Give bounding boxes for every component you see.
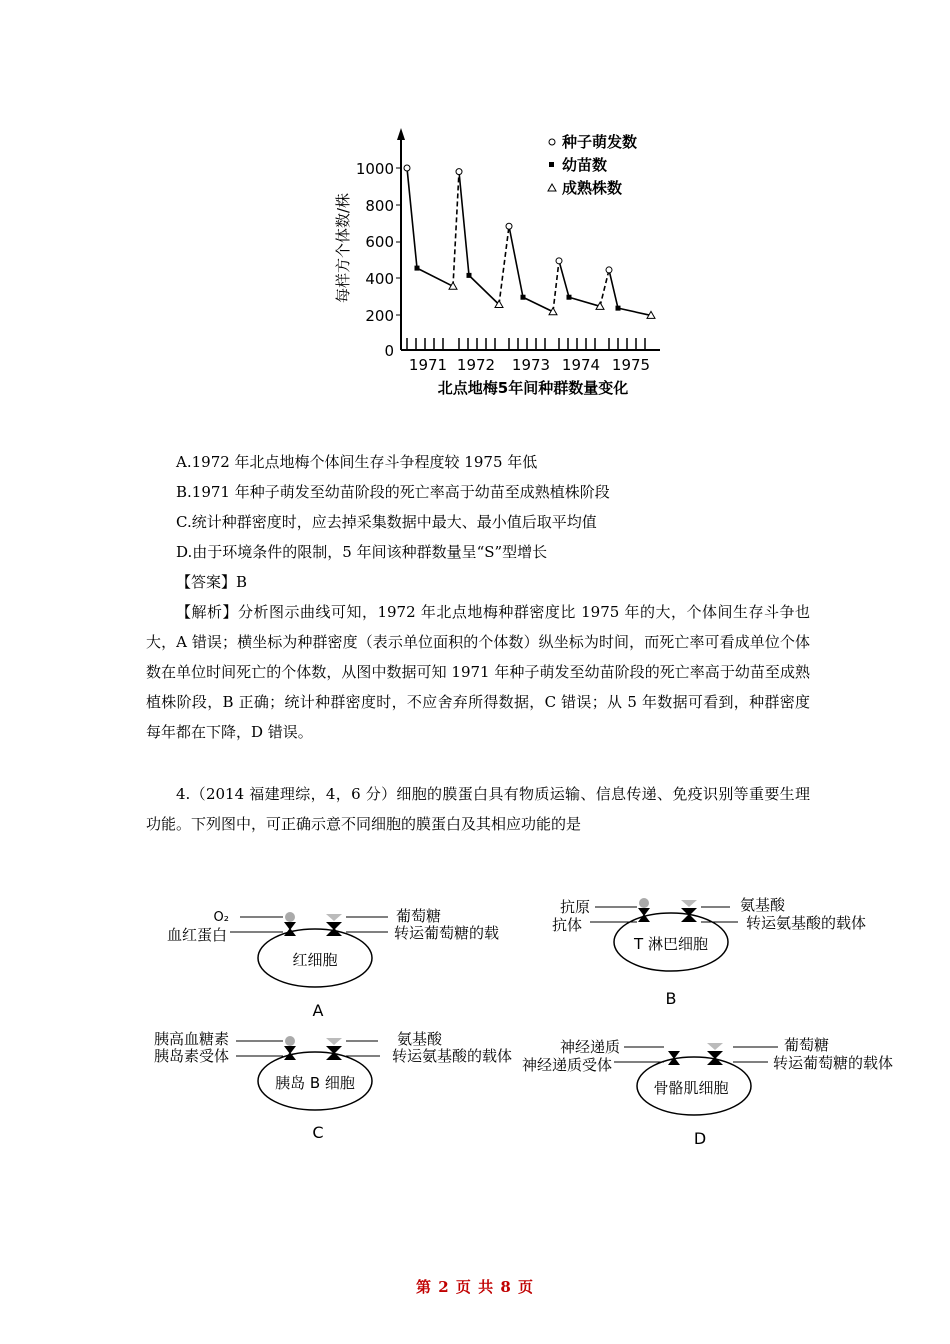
label-l1: 胰高血糖素 (153, 1030, 229, 1048)
option-c: C.统计种群密度时，应去掉采集数据中最大、最小值后取平均值 (176, 513, 597, 531)
diagram-c (154, 1030, 512, 1142)
analysis: 【解析】分析图示曲线可知，1972 年北点地梅种群密度比 1975 年的大，个体间生存斗争也大，A 错误；横坐标为种群密度（表示单位面积的个体数）纵坐标为时间，而死亡率可看成单位个体数在单位时间死亡的个体数，从图中数据可知 1971 年种子萌发至幼苗阶段的死亡率高于幼苗至成熟植株阶段，B 正确；统计种群密度时，不应舍弃所得数据，C 错误；从 5 年数据可看到，种群密度每年都在下降，D 错误。 (146, 603, 810, 741)
answer: 【答案】B (176, 573, 248, 591)
diagram-letter: B (665, 989, 677, 1008)
legend-item: 种子萌发数 (562, 133, 638, 151)
y-tick-label: 1000 (355, 160, 394, 178)
point-seedling (616, 306, 621, 311)
diagram-letter: C (312, 1123, 324, 1142)
membrane-protein-diagrams (0, 870, 950, 1170)
signal-ball-icon (639, 898, 649, 908)
point-seed-germination (456, 169, 462, 175)
option-b: B.1971 年种子萌发至幼苗阶段的死亡率高于幼苗至成熟植株阶段 (176, 483, 610, 501)
segment-mature-to-seed (600, 270, 609, 306)
point-seedling (567, 295, 572, 300)
segment-mature-to-seed (453, 172, 459, 287)
segment-mature-to-seed (499, 226, 509, 304)
segment-seedling-to-mature (469, 275, 499, 304)
label-r2: 转运葡萄糖的载体 (773, 1054, 894, 1072)
y-tick-label: 200 (365, 307, 394, 325)
label-r2: 转运葡萄糖的载 (394, 924, 500, 942)
signal-ball-icon (285, 1036, 295, 1046)
point-seed-germination (556, 258, 562, 264)
label-l2: 神经递质受体 (521, 1056, 612, 1074)
legend-item: 幼苗数 (562, 156, 608, 174)
point-seedling (415, 266, 420, 271)
legend-square-marker (549, 162, 554, 167)
x-tick-label: 1972 (456, 356, 496, 374)
y-tick-label: 800 (365, 197, 394, 215)
cell-name: 胰岛 B 细胞 (275, 1074, 355, 1092)
diagram-letter: A (312, 1001, 324, 1020)
segment-seed-to-seedling (559, 261, 569, 297)
cell-name: 骨骼肌细胞 (653, 1079, 729, 1097)
segment-seed-to-seedling (609, 270, 618, 308)
legend-circle-marker (549, 139, 555, 145)
y-axis-title: 每样方个体数/株 (334, 192, 352, 304)
option-a: A.1972 年北点地梅个体间生存斗争程度较 1975 年低 (176, 453, 538, 471)
segment-mature-to-seed (553, 261, 559, 312)
diagram-a (167, 907, 499, 1020)
x-tick-label: 1975 (611, 356, 651, 374)
label-l1: 抗原 (559, 898, 590, 916)
x-axis-title: 北点地梅5年间种群数量变化 (437, 379, 629, 397)
x-tick-label: 1974 (561, 356, 601, 374)
label-r1: 葡萄糖 (396, 907, 442, 925)
substrate-triangle-icon (707, 1043, 723, 1050)
y-axis-arrow (397, 128, 405, 140)
legend-triangle-marker (548, 184, 556, 191)
point-seedling (521, 295, 526, 300)
label-l2: 胰岛素受体 (153, 1047, 229, 1065)
label-r1: 葡萄糖 (784, 1036, 830, 1054)
diagram-d (522, 1036, 893, 1148)
point-seed-germination (404, 165, 410, 171)
point-seed-germination (506, 223, 512, 229)
y-tick-label: 0 (384, 342, 394, 360)
cell-name: T 淋巴细胞 (634, 935, 708, 953)
label-r1: 氨基酸 (397, 1030, 443, 1048)
point-mature-plant (449, 282, 457, 289)
y-tick-label: 400 (365, 270, 394, 288)
label-l2: 血红蛋白 (166, 926, 227, 944)
label-r2: 转运氨基酸的载体 (392, 1047, 513, 1065)
diagram-b (552, 896, 866, 1008)
substrate-triangle-icon (326, 914, 342, 921)
point-seed-germination (606, 267, 612, 273)
label-l1: O₂ (213, 910, 229, 925)
substrate-triangle-icon (681, 900, 697, 907)
legend-item: 成熟株数 (562, 179, 623, 197)
segment-seed-to-seedling (459, 172, 469, 276)
option-d: D.由于环境条件的限制，5 年间该种群数量呈“S”型增长 (176, 543, 548, 561)
label-r2: 转运氨基酸的载体 (746, 914, 867, 932)
segment-seed-to-seedling (509, 226, 523, 297)
y-tick-label: 600 (365, 233, 394, 251)
segment-seedling-to-mature (569, 297, 600, 306)
question-4: 4.（2014 福建理综，4，6 分）细胞的膜蛋白具有物质运输、信息传递、免疫识别等重要生理功能。下列图中，可正确示意不同细胞的膜蛋白及其相应功能的是 (146, 785, 810, 833)
x-tick-label: 1973 (511, 356, 551, 374)
signal-ball-icon (285, 912, 295, 922)
x-tick-label: 1971 (408, 356, 448, 374)
label-r1: 氨基酸 (740, 896, 786, 914)
segment-seed-to-seedling (407, 168, 417, 268)
segment-seedling-to-mature (523, 297, 553, 312)
point-seedling (467, 273, 472, 278)
segment-seedling-to-mature (417, 268, 453, 286)
segment-seedling-to-mature (618, 308, 651, 315)
x-minor-ticks (407, 338, 645, 350)
page-footer: 第 2 页 共 8 页 (416, 1278, 534, 1296)
diagram-letter: D (693, 1129, 707, 1148)
label-l1: 神经递质 (559, 1038, 620, 1056)
population-chart (0, 0, 950, 420)
label-l2: 抗体 (551, 916, 582, 934)
substrate-triangle-icon (326, 1038, 342, 1045)
cell-name: 红细胞 (292, 951, 338, 969)
